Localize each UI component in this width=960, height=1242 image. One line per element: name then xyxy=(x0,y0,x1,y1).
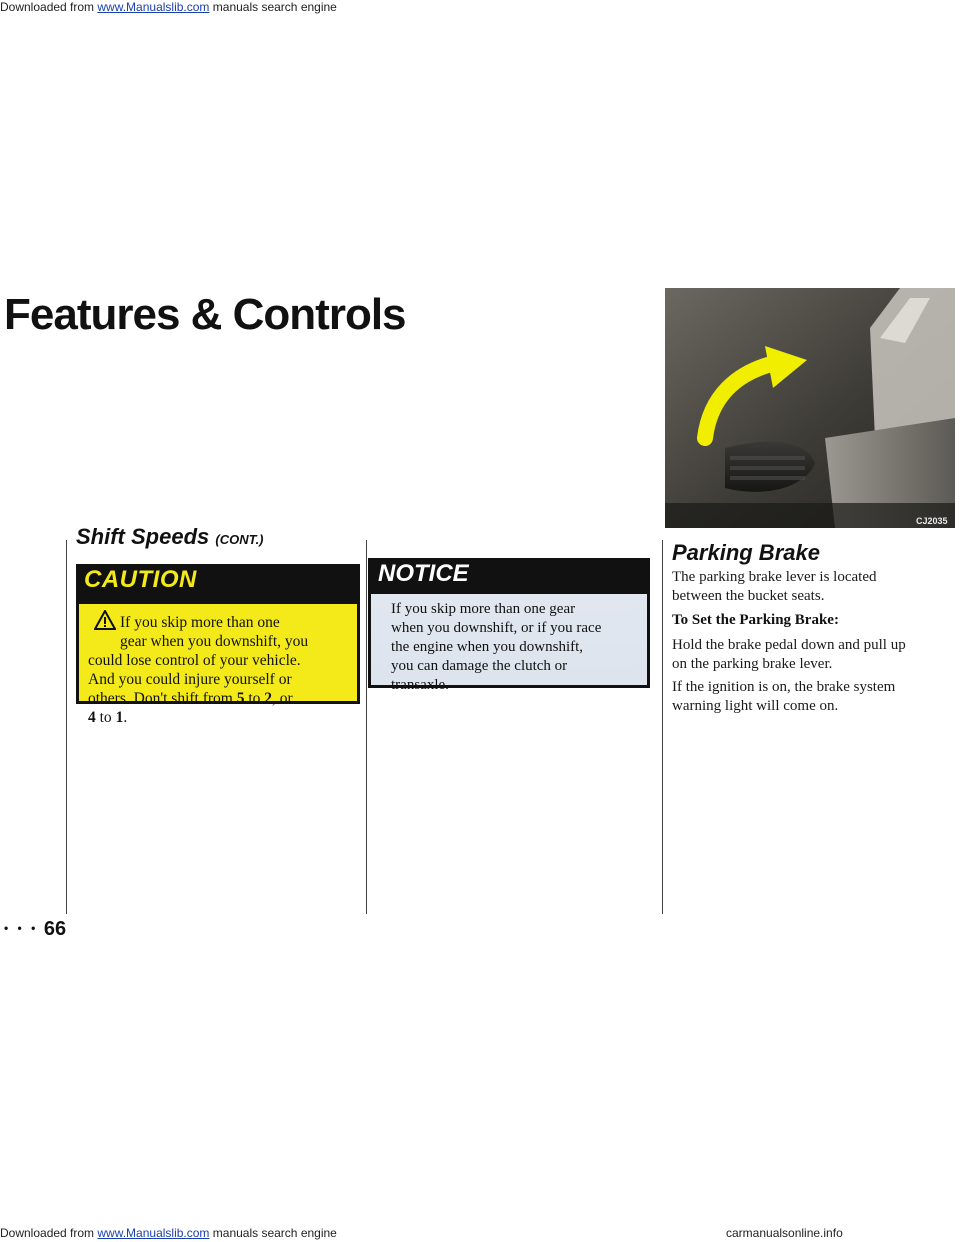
photo-code: CJ2035 xyxy=(916,516,948,526)
notice-line-3: the engine when you downshift, xyxy=(391,639,584,655)
gear-2: 2 xyxy=(264,690,273,707)
shift-speeds-cont: (CONT.) xyxy=(215,532,264,547)
warning-triangle-icon xyxy=(94,610,116,630)
caution-text xyxy=(88,610,350,727)
notice-line-4: you can damage the clutch or xyxy=(391,658,568,674)
parking-brake-photo xyxy=(665,288,955,528)
parking-brake-illustration xyxy=(665,288,955,528)
download-header xyxy=(0,0,960,14)
manualslib-link[interactable]: www.Manualslib.com xyxy=(97,0,210,14)
header-prefix: Downloaded from xyxy=(0,0,98,14)
column-rule-middle xyxy=(366,540,367,914)
shift-speeds-title: Shift Speeds xyxy=(76,524,210,549)
caution-line-6: 4 to 1. xyxy=(88,709,128,726)
column-rule-left xyxy=(66,540,67,914)
notice-text xyxy=(391,600,641,695)
parking-brake-steps: Hold the brake pedal down and pull up on the parking brake lever. xyxy=(672,637,906,672)
download-footer: Downloaded from www.Manualslib.com manuals search engine xyxy=(0,1226,337,1240)
footer-manualslib-link[interactable]: www.Manualslib.com xyxy=(97,1226,210,1240)
notice-line-2: when you downshift, or if you race xyxy=(391,620,602,636)
gear-5: 5 xyxy=(236,690,245,707)
gear-4: 4 xyxy=(88,709,96,726)
gear-1: 1 xyxy=(115,709,124,726)
notice-label: NOTICE xyxy=(378,560,469,587)
shift-speeds-heading xyxy=(76,524,264,550)
page-title: Features & Controls xyxy=(4,290,406,339)
page-number-value: 66 xyxy=(43,918,67,940)
header-suffix: manuals search engine xyxy=(209,0,337,14)
parking-brake-note: If the ignition is on, the brake system warning light will come on. xyxy=(672,679,896,714)
caution-line-3: could lose control of your vehicle. xyxy=(88,652,301,669)
caution-line-1: If you skip more than one xyxy=(88,610,350,632)
column-rule-right xyxy=(662,540,663,914)
notice-line-1: If you skip more than one gear xyxy=(391,601,576,617)
set-parking-brake-subhead: To Set the Parking Brake: xyxy=(672,612,839,628)
parking-brake-heading: Parking Brake xyxy=(672,540,820,565)
page-number-dots: • • • xyxy=(4,921,39,935)
caution-label: CAUTION xyxy=(84,566,197,593)
watermark: carmanualsonline.info xyxy=(726,1226,843,1240)
caution-line-5: others. Don't shift from 5 to 2, or xyxy=(88,690,293,707)
notice-line-5: transaxle. xyxy=(391,677,449,693)
caution-line-4: And you could injure yourself or xyxy=(88,671,292,688)
caution-line-2: gear when you downshift, you xyxy=(120,633,309,650)
page-number xyxy=(4,918,66,941)
parking-brake-intro: The parking brake lever is located between the bucket seats. xyxy=(672,569,877,604)
